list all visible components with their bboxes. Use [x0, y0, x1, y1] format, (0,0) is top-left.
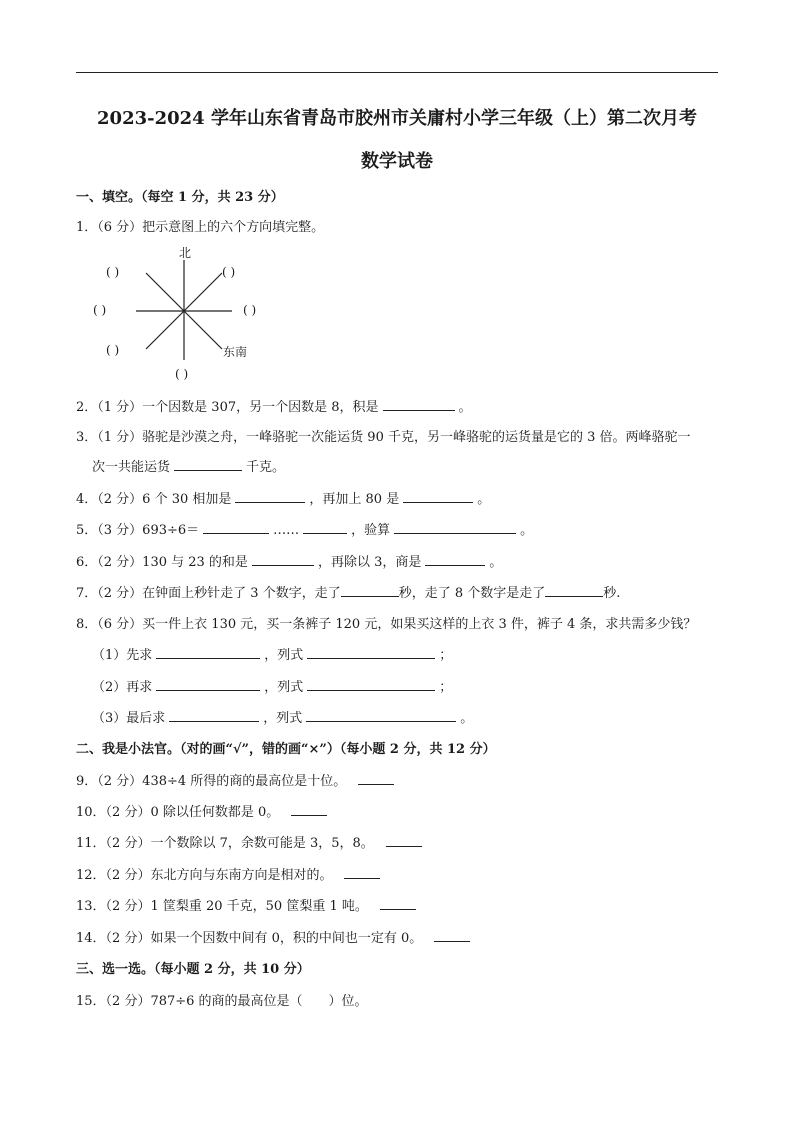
answer-blank[interactable] [403, 490, 473, 503]
question-5: 5．（3 分）693÷6＝ …… ，验算 。 [76, 523, 534, 538]
answer-blank[interactable] [425, 553, 485, 566]
exam-title-line-2: 数学试卷 [361, 151, 433, 172]
answer-blank[interactable] [341, 584, 399, 597]
question-3-line-2: 次一共能运货 千克。 [92, 460, 286, 475]
answer-blank[interactable] [344, 866, 380, 879]
answer-blank[interactable] [156, 646, 260, 659]
section-3-heading: 三、选一选。（每小题 2 分，共 10 分） [76, 962, 310, 977]
answer-blank[interactable] [156, 678, 260, 691]
header-rule [76, 72, 718, 73]
exam-title-line-1: 2023-2024 学年山东省青岛市胶州市关庸村小学三年级（上）第二次月考 [97, 108, 697, 129]
label-southeast: 东南 [223, 345, 248, 359]
question-4: 4．（2 分）6 个 30 相加是 ，再加上 80 是 。 [76, 492, 491, 507]
paren-northwest: ( ) [106, 265, 120, 279]
answer-blank[interactable] [434, 929, 470, 942]
answer-blank[interactable] [380, 897, 416, 910]
answer-blank[interactable] [252, 553, 314, 566]
answer-blank[interactable] [307, 646, 435, 659]
question-12: 12．（2 分）东北方向与东南方向是相对的。 [76, 864, 384, 883]
answer-blank[interactable] [307, 678, 435, 691]
answer-blank[interactable] [235, 490, 305, 503]
question-8-step-2: （2）再求 ，列式 ； [92, 680, 453, 695]
answer-blank[interactable] [358, 772, 394, 785]
answer-blank[interactable] [545, 584, 603, 597]
answer-blank[interactable] [394, 521, 516, 534]
label-north: 北 [179, 246, 192, 260]
section-1-heading: 一、填空。（每空 1 分，共 23 分） [76, 190, 284, 205]
question-15: 15．（2 分）787÷6 的商的最高位是（ ）位。 [76, 994, 368, 1009]
question-7: 7．（2 分）在钟面上秒针走了 3 个数字，走了 秒，走了 8 个数字是走了 秒. [76, 586, 621, 601]
answer-blank[interactable] [174, 458, 242, 471]
paren-south: ( ) [175, 367, 189, 381]
answer-blank[interactable] [383, 398, 455, 411]
question-13: 13．（2 分）1 筐梨重 20 千克，50 筐梨重 1 吨。 [76, 895, 420, 914]
question-8-step-3: （3）最后求 ，列式 。 [92, 711, 474, 726]
paren-northeast: ( ) [222, 265, 236, 279]
question-14: 14．（2 分）如果一个因数中间有 0，积的中间也一定有 0。 [76, 927, 474, 946]
answer-blank[interactable] [203, 521, 269, 534]
question-8-step-1: （1）先求 ，列式 ； [92, 648, 453, 663]
answer-blank[interactable] [386, 834, 422, 847]
question-1: 1．（6 分）把示意图上的六个方向填完整。 [76, 220, 325, 235]
compass-lines [76, 242, 306, 387]
section-2-heading: 二、我是小法官。（对的画“√”，错的画“×”）（每小题 2 分，共 12 分） [76, 742, 496, 757]
paren-southwest: ( ) [106, 343, 120, 357]
paren-west: ( ) [93, 303, 107, 317]
answer-blank[interactable] [169, 709, 259, 722]
question-9: 9．（2 分）438÷4 所得的商的最高位是十位。 [76, 770, 398, 789]
question-2: 2．（1 分）一个因数是 307，另一个因数是 8，积是 。 [76, 400, 472, 415]
direction-diagram [76, 242, 306, 387]
paren-east: ( ) [243, 303, 257, 317]
question-6: 6．（2 分）130 与 23 的和是 ，再除以 3，商是 。 [76, 555, 503, 570]
answer-blank[interactable] [303, 521, 347, 534]
question-10: 10．（2 分）0 除以任何数都是 0。 [76, 801, 331, 820]
question-3-line-1: 3．（1 分）骆驼是沙漠之舟，一峰骆驼一次能运货 90 千克，另一峰骆驼的运货量是它的 3 倍。两峰骆驼一 [76, 430, 691, 445]
question-8: 8．（6 分）买一件上衣 130 元，买一条裤子 120 元，如果买这样的上衣 3 件，裤子 4 条，求共需多少钱？ [76, 617, 697, 632]
question-11: 11．（2 分）一个数除以 7，余数可能是 3，5，8。 [76, 832, 426, 851]
answer-blank[interactable] [291, 803, 327, 816]
answer-blank[interactable] [306, 709, 456, 722]
